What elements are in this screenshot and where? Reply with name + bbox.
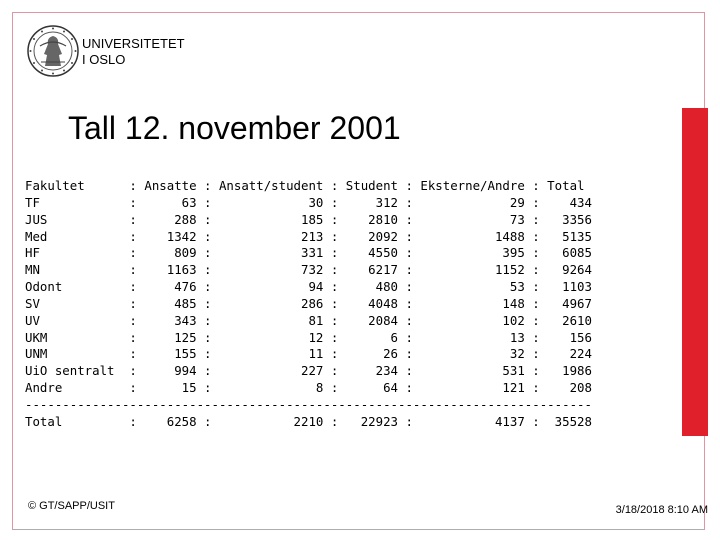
table-row: HF : 809 : 331 : 4550 : 395 : 6085 — [25, 245, 592, 261]
university-name-line2: I OSLO — [82, 52, 126, 67]
table-total-row: Total : 6258 : 2210 : 22923 : 4137 : 35528 — [25, 413, 592, 429]
table-row: SV : 485 : 286 : 4048 : 148 : 4967 — [25, 295, 592, 311]
university-name — [82, 36, 185, 68]
table-header-row: Fakultet : Ansatte : Ansatt/student : Student : Eksterne/Andre : Total — [25, 178, 585, 193]
table-divider: ---------------------------------------------------------------------------- — [25, 396, 592, 412]
table-row: UV : 343 : 81 : 2084 : 102 : 2610 — [25, 312, 592, 328]
university-seal-icon — [26, 24, 80, 78]
table-row: TF : 63 : 30 : 312 : 29 : 434 — [25, 194, 592, 210]
table-row: JUS : 288 : 185 : 2810 : 73 : 3356 — [25, 211, 592, 227]
table-row: Andre : 15 : 8 : 64 : 121 : 208 — [25, 380, 592, 396]
accent-bar — [682, 108, 708, 436]
table-row: Med : 1342 : 213 : 2092 : 1488 : 5135 — [25, 228, 592, 244]
table-row: Odont : 476 : 94 : 480 : 53 : 1103 — [25, 279, 592, 295]
table-row: UKM : 125 : 12 : 6 : 13 : 156 — [25, 329, 592, 345]
table-row: MN : 1163 : 732 : 6217 : 1152 : 9264 — [25, 262, 592, 278]
footer-copyright: © GT/SAPP/USIT — [28, 500, 115, 512]
statistics-table — [25, 178, 592, 431]
university-name-line1: UNIVERSITETET — [82, 36, 185, 51]
footer-timestamp: 3/18/2018 8:10 AM — [615, 504, 708, 516]
table-row: UiO sentralt : 994 : 227 : 234 : 531 : 1986 — [25, 363, 592, 379]
slide-title: Tall 12. november 2001 — [68, 110, 401, 146]
table-row: UNM : 155 : 11 : 26 : 32 : 224 — [25, 346, 592, 362]
